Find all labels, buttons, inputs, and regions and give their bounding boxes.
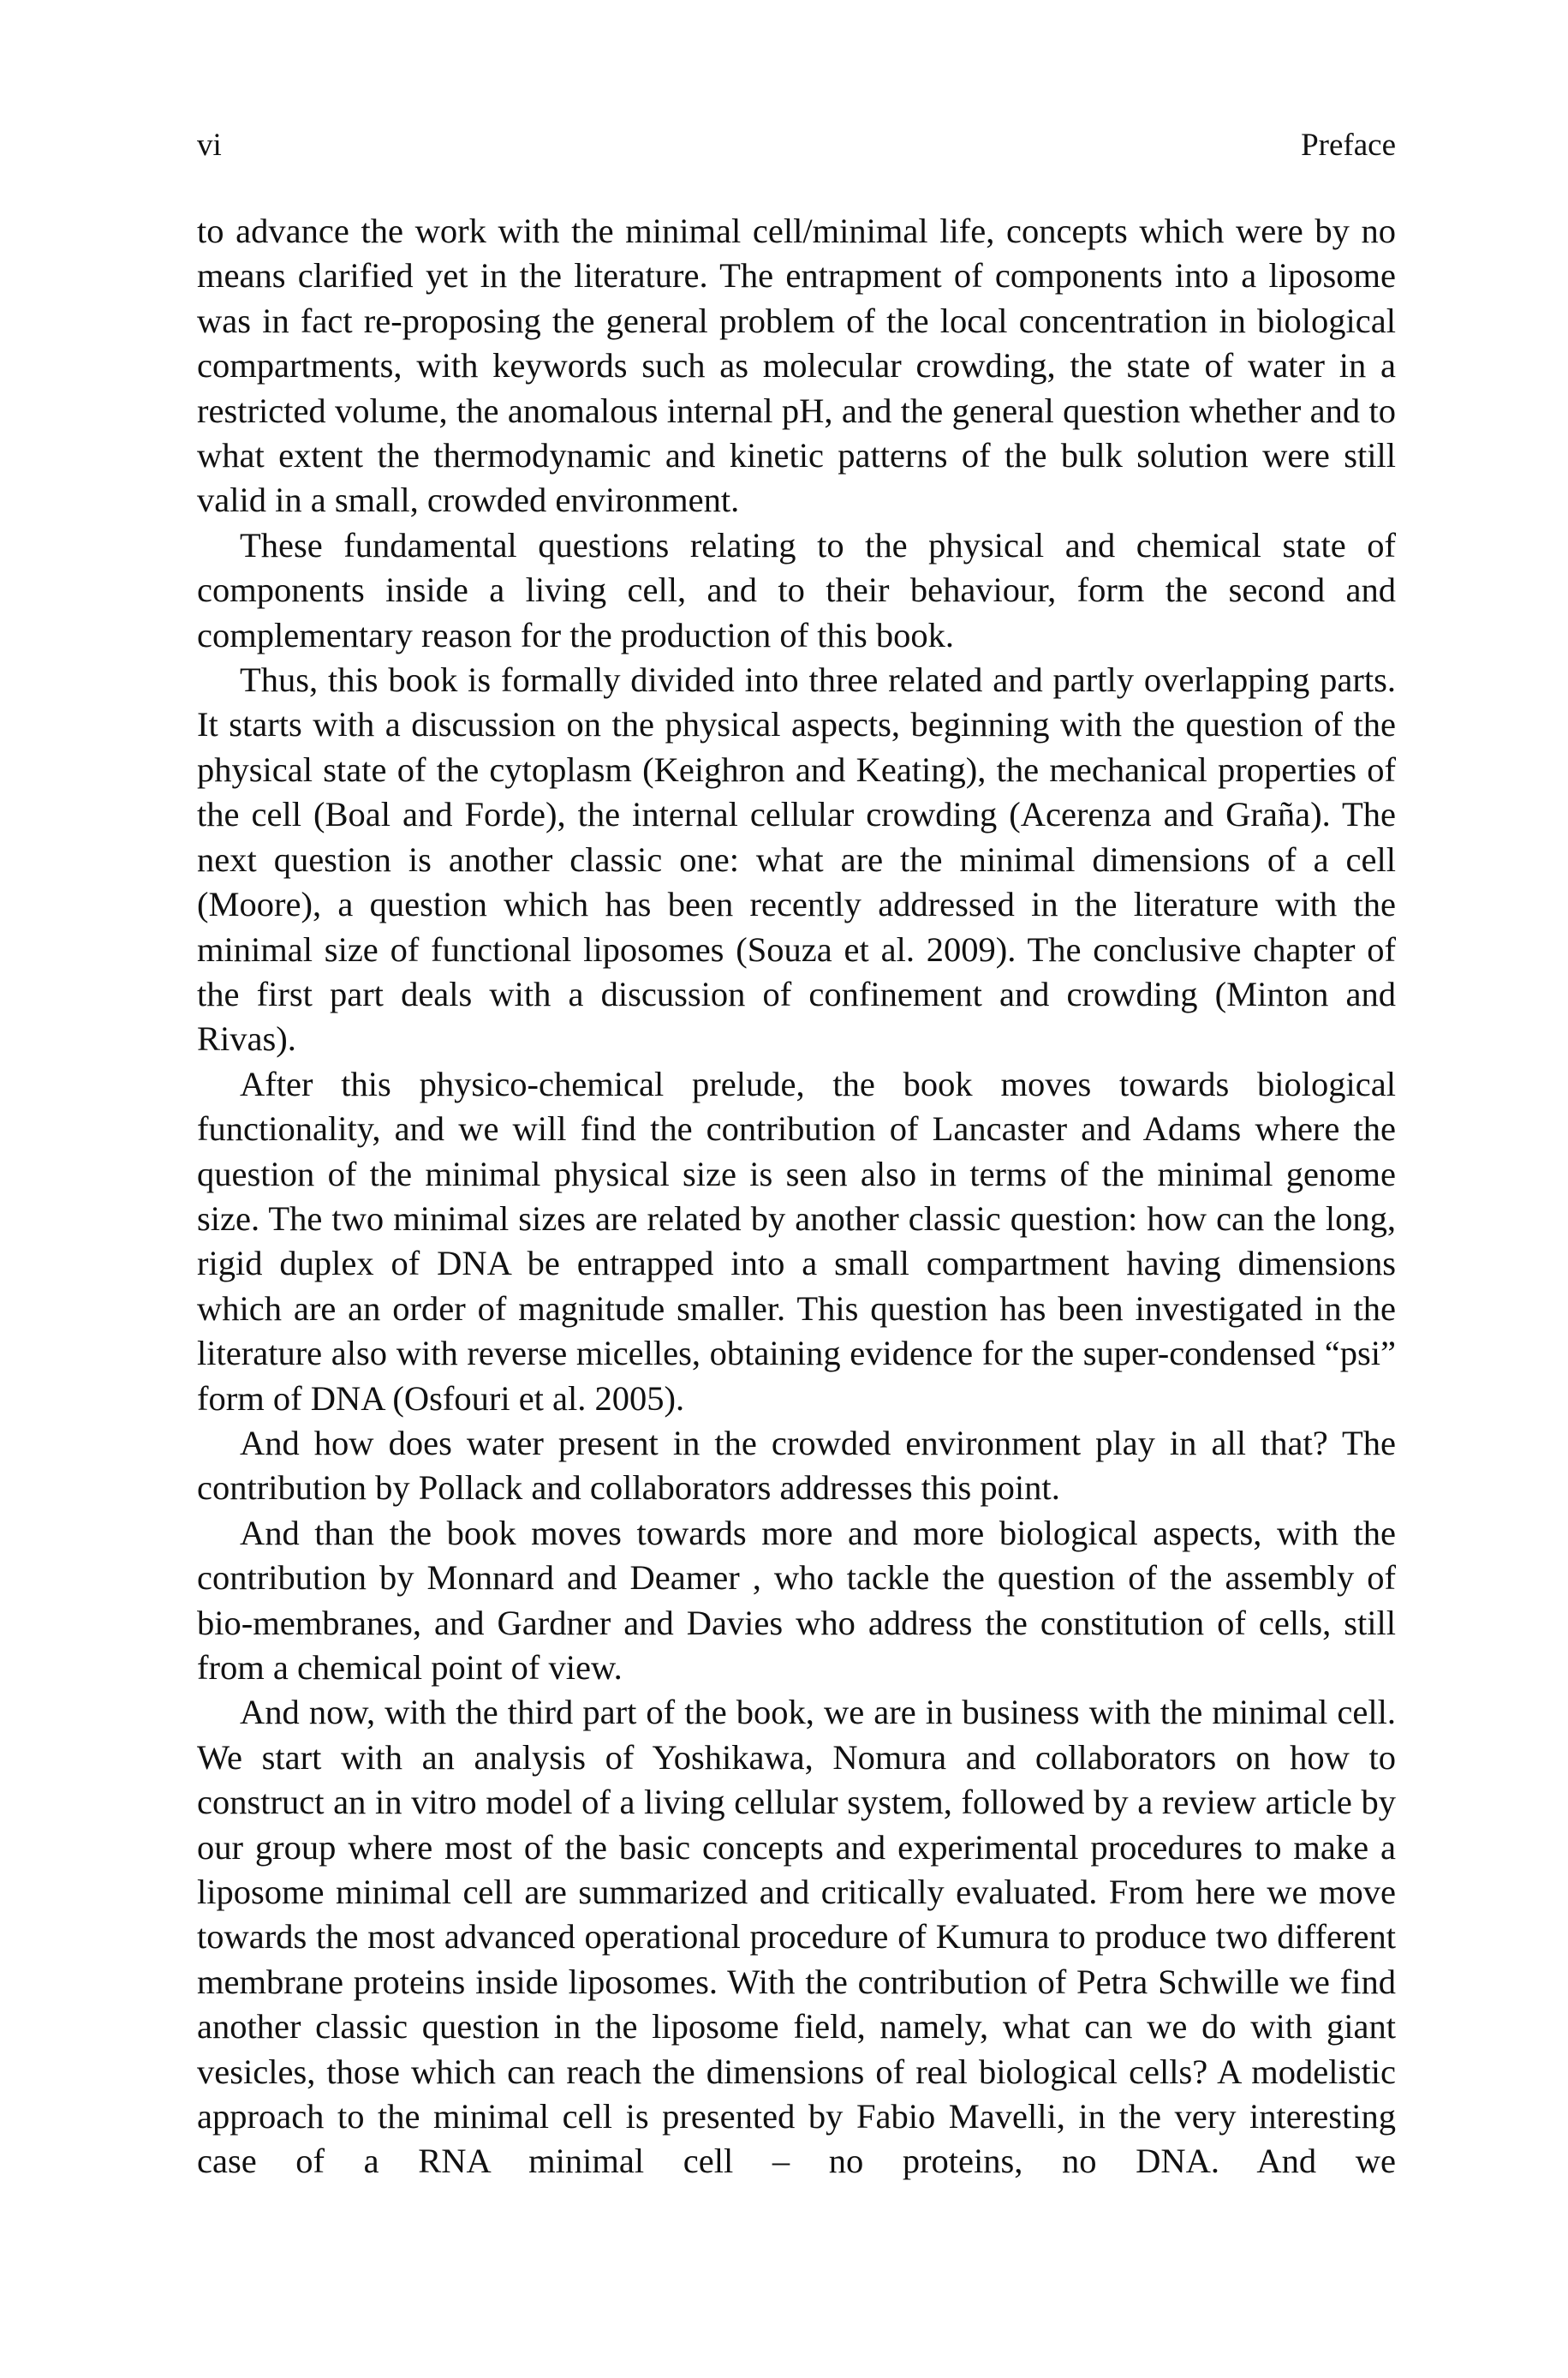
page-number: vi	[197, 128, 222, 163]
page-header	[197, 127, 1396, 164]
paragraph: Thus, this book is formally divided into three related and partly overlapping parts. It starts with a discussion on the physical aspects, beginning with the question of the physical state of the cytoplasm (Keighron and Keating), the mechanical properties of the cell (Boal and Forde), the internal cellular crowding (Acerenza and Graña). The next question is another classic one: what are the minimal dimensions of a cell (Moore), a question which has been recently addressed in the literature with the minimal size of functional liposomes (Souza et al. 2009). The conclusive chapter of the first part deals with a discussion of confinement and crowding (Minton and Rivas).	[197, 660, 1396, 1059]
paragraph: to advance the work with the minimal cell/minimal life, concepts which were by no means clarified yet in the literature. The entrapment of components into a liposome was in fact re-proposing the general problem of the local concentration in biological compartments, with keywords such as molecular crowding, the state of water in a restricted volume, the anomalous internal pH, and the general question whether and to what extent the thermodynamic and kinetic patterns of the bulk solution were still valid in a small, crowded environment.	[197, 212, 1396, 520]
paragraph: And now, with the third part of the book, we are in business with the minimal cell. We start with an analysis of Yoshikawa, Nomura and collaborators on how to construct an in vitro model of a living cellular system, followed by a review article by our group where most of the basic concepts and experimental procedures to make a liposome minimal cell are summarized and critically evaluated. From here we move towards the most advanced operational procedure of Kumura to produce two different membrane proteins inside liposomes. With the contribution of Petra Schwille we find another classic question in the liposome field, namely, what can we do with giant vesicles, those which can reach the dimensions of real biological cells? A modelistic approach to the minimal cell is presented by Fabio Mavelli, in the very interesting case of a RNA minimal cell – no proteins, no DNA. And we	[197, 1693, 1396, 2181]
paragraph: And how does water present in the crowded environment play in all that? The contribution by Pollack and collaborators addresses this point.	[197, 1423, 1396, 1508]
paragraph: And than the book moves towards more and more biological aspects, with the contribution by Monnard and Deamer , who tackle the question of the assembly of bio-membranes, and Gardner and Davies who address the constitution of cells, still from a chemical point of view.	[197, 1513, 1396, 1687]
paragraph: These fundamental questions relating to the physical and chemical state of components inside a living cell, and to their behaviour, form the second and complementary reason for the production of this book.	[197, 525, 1396, 654]
paragraph: After this physico-chemical prelude, the book moves towards biological functionality, and we will find the contribution of Lancaster and Adams where the question of the minimal physical size is seen also in terms of the minimal genome size. The two minimal sizes are related by another classic question: how can the long, rigid duplex of DNA be entrapped into a small compartment having dimensions which are an order of magnitude smaller. This question has been investigated in the literature also with reverse micelles, obtaining evidence for the super-condensed “psi” form of DNA (Osfouri et al. 2005).	[197, 1064, 1396, 1418]
running-head: Preface	[1301, 128, 1396, 163]
body-text	[197, 209, 1396, 2184]
